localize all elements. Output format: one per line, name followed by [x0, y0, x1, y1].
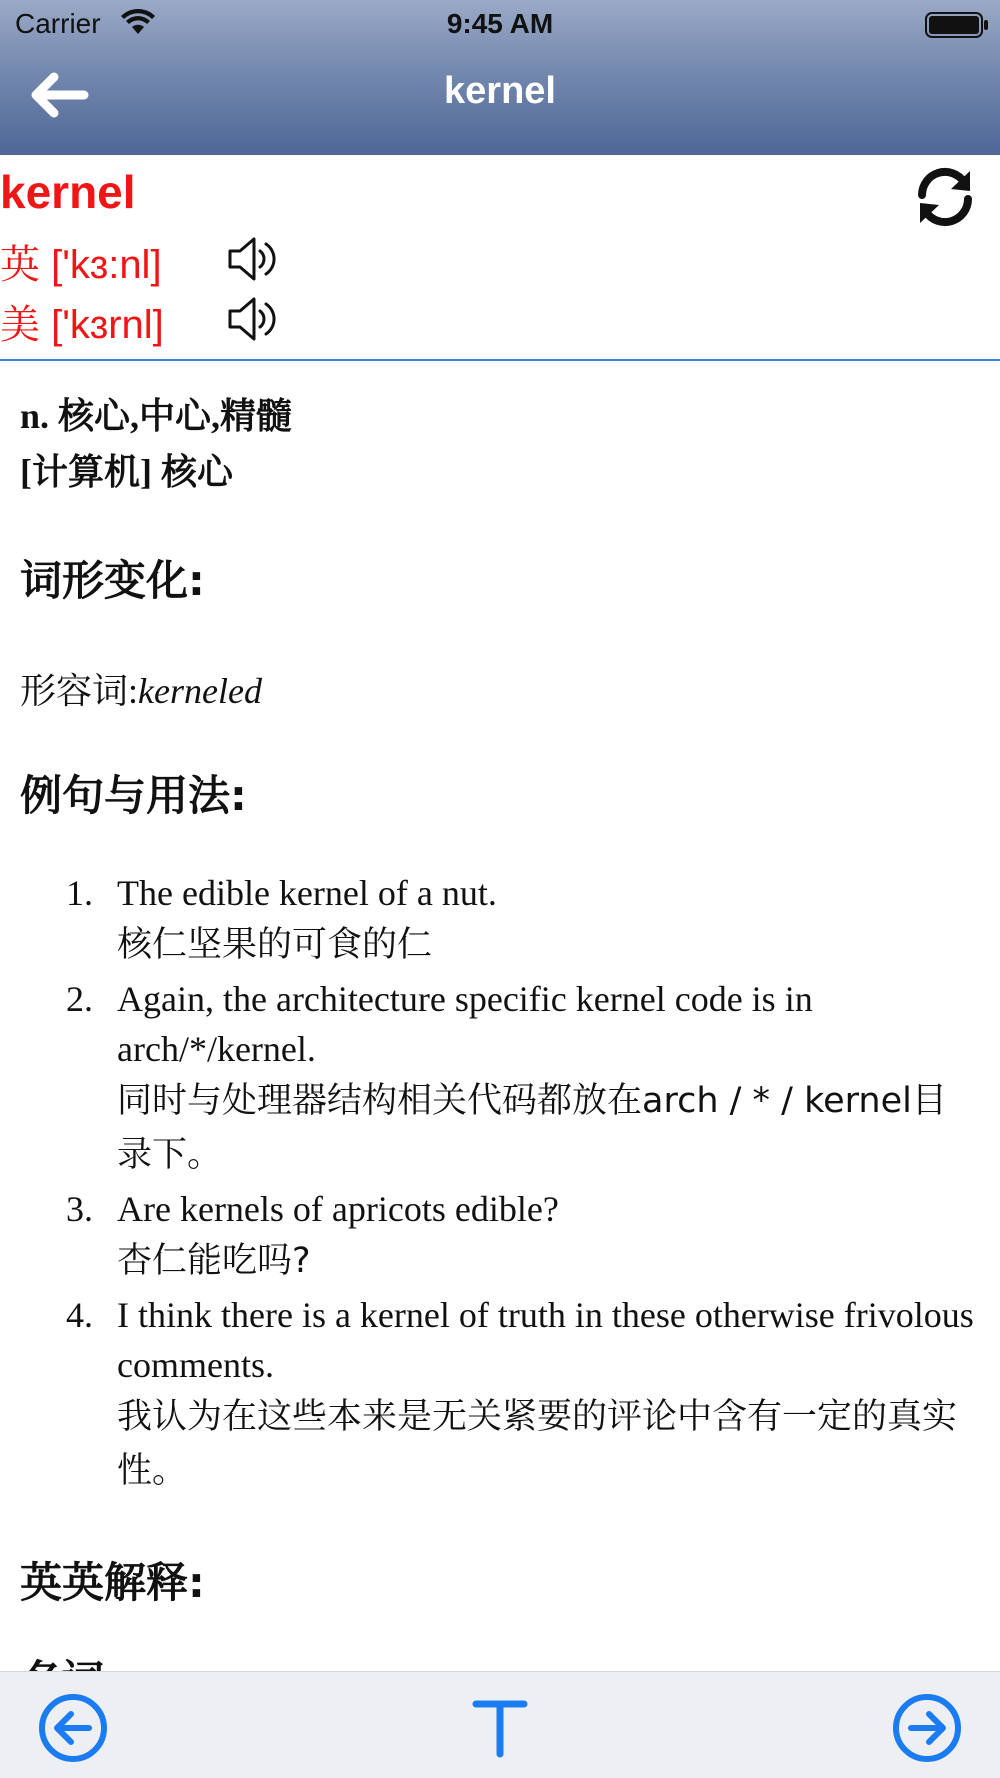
word-forms [20, 663, 262, 714]
section-title-english: 英英解释: [20, 1558, 205, 1607]
definition-line: [计算机] 核心 [20, 452, 233, 492]
form-value: kerneled [138, 671, 262, 711]
definition-content[interactable] [0, 363, 1000, 1671]
example-chinese: 同时与处理器结构相关代码都放在arch / * / kernel目录下。 [117, 1081, 947, 1175]
example-number: 4. [66, 1295, 93, 1335]
list-item [0, 868, 1000, 972]
word-header [0, 155, 1000, 361]
clock: 9:45 AM [446, 8, 554, 39]
status-bar [0, 0, 1000, 50]
page-title: kernel [444, 70, 556, 112]
form-label: 形容词: [20, 671, 139, 711]
example-number: 3. [66, 1189, 93, 1229]
list-item [0, 974, 1000, 1182]
uk-phonetic: 英 ['kɜ:nl] [0, 243, 162, 287]
example-chinese: 杏仁能吃吗? [117, 1241, 311, 1281]
navigation-bar [0, 0, 1000, 155]
section-title-forms: 词形变化: [20, 556, 205, 605]
bottom-toolbar [0, 1671, 1000, 1778]
circle-arrow-right-icon[interactable] [891, 1692, 963, 1764]
us-phonetic: 美 ['kɜrnl] [0, 303, 164, 347]
example-chinese: 核仁坚果的可食的仁 [117, 925, 433, 965]
refresh-icon[interactable] [914, 165, 976, 229]
example-english: Are kernels of apricots edible? [117, 1189, 559, 1229]
example-number: 1. [66, 873, 93, 913]
battery-icon [925, 12, 989, 38]
list-item [0, 1184, 1000, 1288]
speaker-icon[interactable] [226, 295, 280, 343]
example-list [0, 868, 1000, 1500]
definitions [20, 388, 292, 500]
text-size-icon[interactable] [464, 1692, 536, 1764]
example-english: The edible kernel of a nut. [117, 873, 497, 913]
example-chinese: 我认为在这些本来是无关紧要的评论中含有一定的真实性。 [117, 1397, 958, 1491]
list-item [0, 1290, 1000, 1498]
example-english: Again, the architecture specific kernel code is in arch/*/kernel. [117, 979, 813, 1069]
carrier-label: Carrier [15, 8, 101, 39]
speaker-icon[interactable] [226, 235, 280, 283]
example-english: I think there is a kernel of truth in these otherwise frivolous comments. [117, 1295, 974, 1385]
example-number: 2. [66, 979, 93, 1019]
definition-line: n. 核心,中心,精髓 [20, 396, 293, 436]
circle-arrow-left-icon[interactable] [37, 1692, 109, 1764]
section-title-examples: 例句与用法: [20, 771, 247, 820]
headword: kernel [0, 166, 136, 218]
